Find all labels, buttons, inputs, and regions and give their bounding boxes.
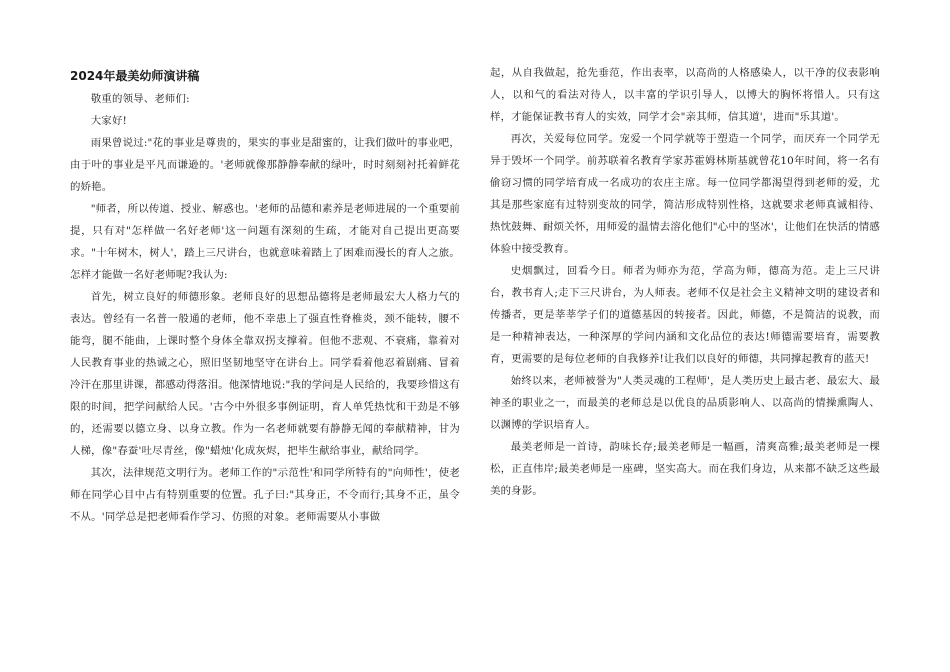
- paragraph: "师者，所以传道、授业、解惑也。'老师的品德和素养是老师进展的一个重要前提，只有对"怎样做一名好老师'这一问题有深刻的生疏，才能对自己提出更高要求。"十年树木，树人'，踏上三尺讲台，也就意味着踏上了困难而漫长的育人之旅。怎样才能做一名好老师呢?我认为:: [70, 203, 460, 281]
- paragraph: 大家好!: [90, 115, 127, 127]
- right-column: [490, 62, 880, 502]
- paragraph: 敬重的领导、老师们:: [90, 93, 190, 105]
- paragraph: 史烟飘过，回看今日。师者为师亦为范，学高为师，德高为范。走上三尺讲台，教书育人;走下三尺讲台，为人师表。老师不仅是社会主义精神文明的建设者和传播者，更是莘莘学子们的道德基因的转接者。因此，师德，不是简洁的说教，而是一种精神表达，一种深厚的学问内涵和文化品位的表达!师德需要培育，需要教育，更需要的是每位老师的自我修养!让我们以良好的师德，共同撑起教育的蓝天!: [490, 265, 880, 365]
- paragraph: 首先，树立良好的师德形象。老师良好的思想品德将是老师最宏大人格力气的表达。曾经有一名普一般通的老师，他不幸患上了强直性脊椎炎，颈不能转，腰不能弯，腿不能曲，上课时整个身体全靠双拐支撑着。但他不悲观、不衰痛，靠着对人民教育事业的热诚之心，照旧坚韧地坚守在讲台上。同学看着他忍着剧痛、冒着冷汗在那里讲课，都感动得落泪。他深情地说:"我的学问是人民给的，我要珍惜这有限的时间，把学问献给人民。'古今中外很多事例证明，育人单凭热忱和干劲是不够的，还需要以德立身、以身立教。作为一名老师就要有静静无闻的奉献精神，甘为人梯，像"春蚕'吐尽青丝，像"蜡烛'化成灰烬，把毕生献给事业，献给同学。: [70, 291, 460, 457]
- paragraph: 始终以来，老师被誉为"人类灵魂的工程师'，是人类历史上最古老、最宏大、最神圣的职业之一，而最美的老师总是以优良的品质影响人、以高尚的情操熏陶人、以渊博的学识培育人。: [490, 375, 880, 431]
- paragraph: 其次，法律规范文明行为。老师工作的"示范性'和同学所特有的"向师性'，使老师在同学心目中占有特别重要的位置。孔子曰:"其身正，不令而行;其身不正，虽令不从。'同学总是把老师看作学习、仿照的对象。老师需要从小事做: [70, 467, 460, 523]
- paragraph: 最美老师是一首诗，韵味长存;最美老师是一幅画，清爽高雅;最美老师是一棵松，正直伟岸;最美老师是一座碑，坚实高大。而在我们身边，从来都不缺乏这些最美的身影。: [490, 441, 880, 497]
- page-title: 2024年最美幼师演讲稿: [70, 69, 200, 83]
- paragraph: 再次，关爱每位同学。宠爱一个同学就等于塑造一个同学，而厌弃一个同学无异于毁坏一个同学。前苏联着名教育学家苏霍姆林斯基就曾花10年时间，将一名有偷窃习惯的同学培育成一名成功的农庄主席。每一位同学都渴望得到老师的爱，尤其是那些家庭有过特别变故的同学，简洁形成特别性格，这就要求老师真诚相待、热忱鼓舞、耐烦关怀，用师爱的温情去溶化他们"心中的坚冰'，让他们在快活的情感体验中接受教育。: [490, 133, 880, 255]
- paragraph: 雨果曾说过:"花的事业是尊贵的，果实的事业是甜蜜的，让我们做叶的事业吧，由于叶的事业是平凡而谦逊的。'老师就像那静静奉献的绿叶，时时刻刻衬托着鲜花的娇艳。: [70, 137, 460, 193]
- paragraph: 起，从自我做起，抢先垂范，作出表率，以高尚的人格感染人，以干净的仪表影响人，以和气的看法对待人，以丰富的学识引导人，以博大的胸怀将惜人。只有这样，才能保证教书育人的实效，同学才会"亲其师，信其道'，进而"乐其道'。: [490, 67, 880, 123]
- left-column: [70, 62, 460, 528]
